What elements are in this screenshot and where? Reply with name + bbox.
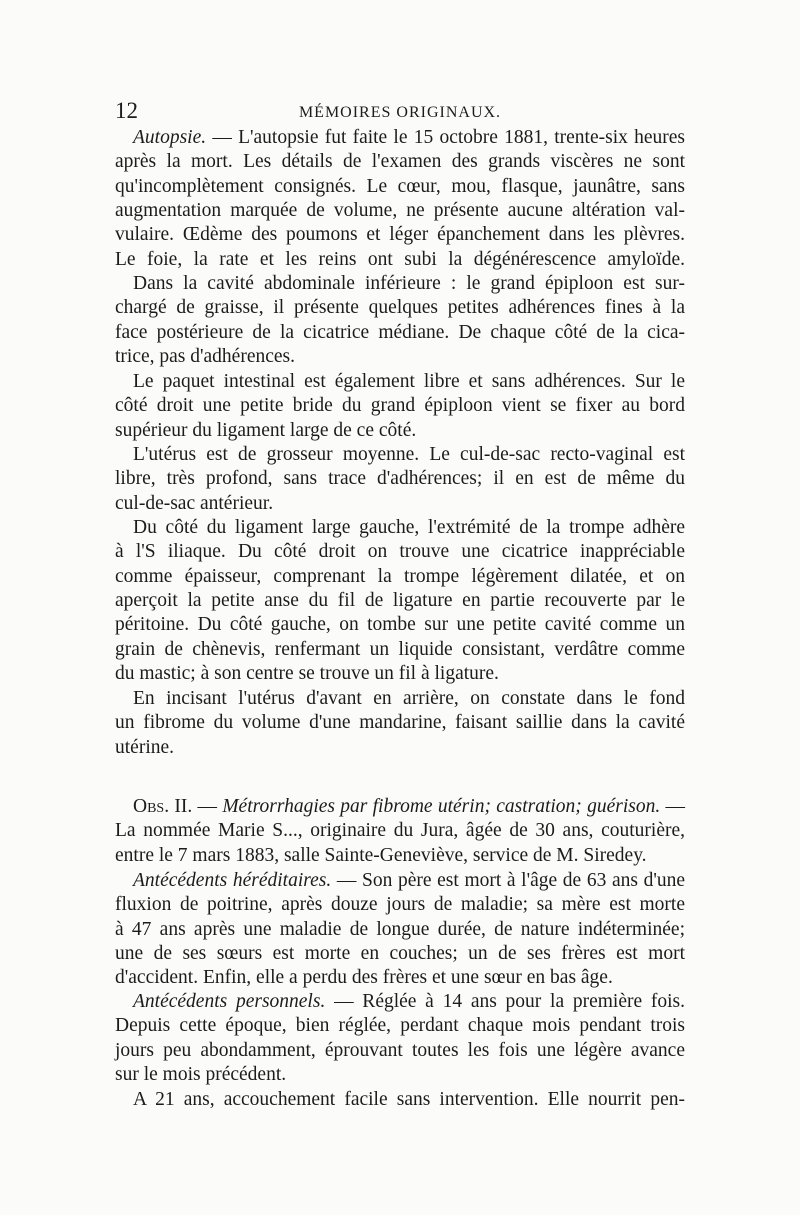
text-line: côté droit une petite bride du grand épiploon vient se fixer au bord — [115, 395, 685, 417]
running-head: MÉMOIRES ORIGINAUX. — [298, 104, 502, 121]
paragraph-abdominal — [115, 272, 685, 369]
text-line: Le foie, la rate et les reins ont subi la dégénérescence amyloïde. — [115, 248, 685, 270]
text-line: un fibrome du volume d'une mandarine, faisant saillie dans la cavité — [115, 712, 685, 734]
paragraph-ligament — [115, 516, 685, 686]
paragraph-hereditary — [115, 869, 685, 991]
observation-number: Obs. II. — [133, 796, 193, 817]
text-line: d'accident. Enfin, elle a perdu des frères et une sœur en bas âge. — [115, 967, 613, 989]
text-line: péritoine. Du côté gauche, on tombe sur une petite cavité comme un — [115, 614, 685, 636]
paragraph-incision — [115, 687, 685, 760]
text-line: — L'autopsie fut faite le 15 octobre 1881, trente-six heures — [206, 127, 685, 148]
text-line: L'utérus est de grosseur moyenne. Le cul-de-sac recto-vaginal est — [133, 444, 685, 465]
page-number: 12 — [115, 98, 138, 123]
text-line: une de ses sœurs est morte en couches; un de ses frères est mort — [115, 943, 685, 965]
text-line: supérieur du ligament large de ce côté. — [115, 419, 417, 441]
text-line: à l'S iliaque. Du côté droit on trouve une cicatrice inappréciable — [115, 541, 685, 563]
text-line: Le paquet intestinal est également libre et sans adhérences. Sur le — [133, 371, 685, 392]
text-line: — Son père est mort à l'âge de 63 ans d'une — [331, 870, 686, 891]
text-line: cul-de-sac antérieur. — [115, 492, 274, 514]
text-line: face postérieure de la cicatrice médiane. De chaque côté de la cica- — [115, 321, 685, 343]
text-line: grain de chènevis, renfermant un liquide consistant, verdâtre comme — [115, 638, 685, 660]
page-header — [115, 96, 685, 126]
text-line: trice, pas d'adhérences. — [115, 346, 296, 368]
personal-lead: Antécédents personnels. — [133, 991, 326, 1012]
paragraph-autopsy — [115, 126, 685, 272]
text-line: à 47 ans après une maladie de longue durée, de nature indéterminée; — [115, 918, 685, 940]
paragraph-observation-2 — [115, 795, 685, 868]
text-line: après la mort. Les détails de l'examen des grands viscères ne sont — [115, 151, 685, 173]
autopsy-lead: Autopsie. — [133, 127, 207, 148]
text-line: comme épaisseur, comprenant la trompe légèrement dilatée, et on — [115, 565, 685, 587]
text-line: sur le mois précédent. — [115, 1064, 287, 1086]
hereditary-lead: Antécédents héréditaires. — [133, 870, 332, 891]
text-line: chargé de graisse, il présente quelques petites adhérences fines à la — [115, 297, 685, 319]
text-line: utérine. — [115, 736, 175, 758]
text-line: jours peu abondamment, éprouvant toutes les fois une légère avance — [115, 1039, 685, 1061]
text-line: vulaire. Œdème des poumons et léger épanchement dans les plèvres. — [115, 224, 685, 246]
paragraph-uterus — [115, 443, 685, 516]
text-line: A 21 ans, accouchement facile sans intervention. Elle nourrit pen- — [133, 1089, 685, 1110]
paragraph-intestinal — [115, 370, 685, 443]
dash: — — [660, 796, 686, 817]
text-line: La nommée Marie S..., originaire du Jura, âgée de 30 ans, couturière, — [115, 820, 685, 842]
observation-title: Métrorrhagies par fibrome utérin; castration; guérison. — [222, 796, 661, 817]
text-line: Dans la cavité abdominale inférieure : le grand épiploon est sur- — [133, 273, 685, 294]
text-line: qu'incomplètement consignés. Le cœur, mou, flasque, jaunâtre, sans — [115, 175, 685, 197]
text-line: entre le 7 mars 1883, salle Sainte-Geneviève, service de M. Siredey. — [115, 844, 647, 866]
text-line: libre, très profond, sans trace d'adhérences; il en est de même du — [115, 468, 685, 490]
text-line: fluxion de poitrine, après douze jours de maladie; sa mère est morte — [115, 894, 685, 916]
paragraph-personal — [115, 990, 685, 1087]
text-line: En incisant l'utérus d'avant en arrière, on constate dans le fond — [133, 688, 685, 709]
text-line: Depuis cette époque, bien réglée, perdant chaque mois pendant trois — [115, 1015, 685, 1037]
text-line: du mastic; à son centre se trouve un fil à ligature. — [115, 663, 499, 685]
paragraph-childbirth — [115, 1088, 685, 1112]
text-line: — Réglée à 14 ans pour la première fois. — [325, 991, 685, 1012]
text-line: augmentation marquée de volume, ne présente aucune altération val- — [115, 200, 685, 222]
dash: — — [192, 796, 223, 817]
text-line: Du côté du ligament large gauche, l'extrémité de la trompe adhère — [133, 517, 685, 538]
text-line: aperçoit la petite anse du fil de ligature en partie recouverte par le — [115, 590, 685, 612]
